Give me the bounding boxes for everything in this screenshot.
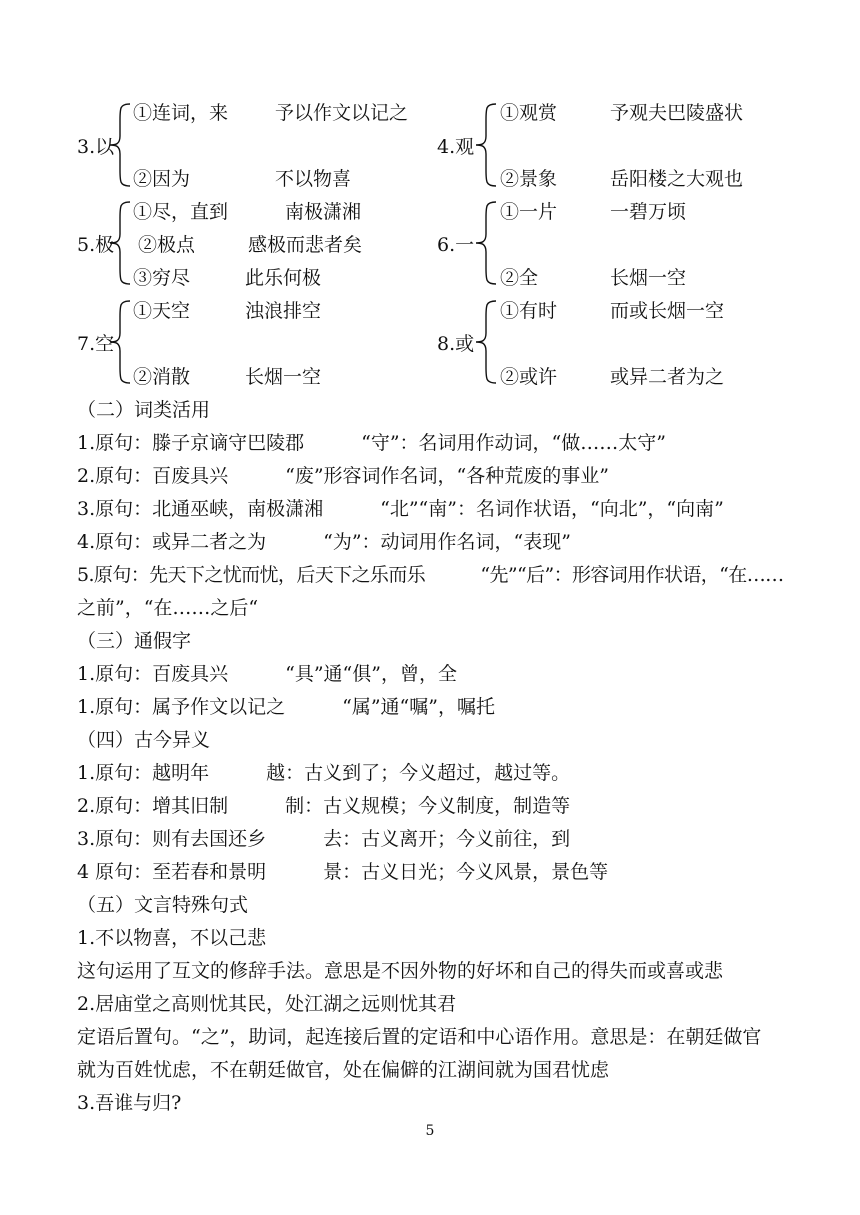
sense-example: 不以物喜 — [275, 168, 352, 190]
text-line: 1.原句：越明年 越：古义到了；今义超过，越过等。 — [77, 762, 571, 784]
section-heading-ancient-modern: （四）古今异义 — [77, 729, 211, 751]
text-line: 4.原句：或异二者之为 “为”：动词用作名词，“表现” — [77, 531, 571, 553]
text-line: 2.原句：百废具兴 “废”形容词作名词，“各种荒废的事业” — [77, 465, 609, 487]
text-line: 之前”，“在……之后“ — [77, 597, 259, 619]
text-line: 3.原句：则有去国还乡 去：古义离开；今义前往，到 — [77, 828, 571, 850]
sense-example: 予以作文以记之 — [275, 102, 409, 124]
sense-label: ①有时 — [500, 300, 558, 322]
polysemy-head: 5.极 — [77, 234, 115, 256]
sense-label: ②全 — [500, 267, 539, 289]
sense-example: 予观夫巴陵盛状 — [610, 102, 744, 124]
sense-example: 长烟一空 — [610, 267, 687, 289]
brace-icon — [474, 100, 498, 190]
sense-label: ③穷尽 — [133, 267, 191, 289]
text-line: 就为百姓忧虑，不在朝廷做官，处在偏僻的江湖间就为国君忧虑 — [77, 1059, 610, 1081]
section-heading-tongjia: （三）通假字 — [77, 630, 192, 652]
sense-example: 长烟一空 — [245, 366, 322, 388]
page-number: 5 — [425, 1123, 435, 1139]
text-line: 1.原句：属予作文以记之 “属”通“嘱”，嘱托 — [77, 696, 495, 718]
text-line: 2.居庙堂之高则忧其民，处江湖之远则忧其君 — [77, 993, 457, 1015]
sense-example: 此乐何极 — [245, 267, 322, 289]
text-line: 1.原句：百废具兴 “具”通“俱”，曾，全 — [77, 663, 457, 685]
brace-icon — [108, 198, 132, 288]
sense-label: ②或许 — [500, 366, 558, 388]
sense-label: ①观赏 — [500, 102, 558, 124]
sense-label: ②景象 — [500, 168, 558, 190]
text-line: 1.不以物喜，不以己悲 — [77, 927, 267, 949]
brace-icon — [474, 297, 498, 387]
polysemy-head: 6.一 — [437, 234, 475, 256]
brace-icon — [108, 100, 132, 190]
sense-example: 而或长烟一空 — [610, 300, 725, 322]
sense-label: ②因为 — [133, 168, 191, 190]
sense-example: 一碧万顷 — [610, 201, 687, 223]
section-heading-word-class: （二）词类活用 — [77, 399, 211, 421]
brace-icon — [474, 198, 498, 288]
text-line: 这句运用了互文的修辞手法。意思是不因外物的好坏和自己的得失而或喜或悲 — [77, 960, 724, 982]
sense-label: ①连词，来 — [133, 102, 229, 124]
sense-example: 浊浪排空 — [245, 300, 322, 322]
polysemy-head: 3.以 — [77, 136, 115, 158]
text-line: 3.吾谁与归? — [77, 1092, 182, 1114]
section-heading-special-syntax: （五）文言特殊句式 — [77, 894, 249, 916]
sense-label: ①尽，直到 — [133, 201, 229, 223]
sense-label: ②极点 — [138, 234, 196, 256]
sense-label: ①天空 — [133, 300, 191, 322]
sense-example: 岳阳楼之大观也 — [610, 168, 744, 190]
sense-label: ①一片 — [500, 201, 558, 223]
sense-example: 感极而悲者矣 — [248, 234, 363, 256]
text-line: 定语后置句。“之”，助词，起连接后置的定语和中心语作用。意思是：在朝廷做官 — [77, 1026, 762, 1048]
text-line: 2.原句：增其旧制 制：古义规模；今义制度，制造等 — [77, 795, 571, 817]
text-line: 1.原句：滕子京谪守巴陵郡 “守”：名词用作动词，“做……太守” — [77, 432, 666, 454]
sense-example: 南极潇湘 — [285, 201, 362, 223]
polysemy-head: 7.空 — [77, 333, 115, 355]
text-line: 4 原句：至若春和景明 景：古义日光；今义风景，景色等 — [77, 861, 609, 883]
text-line: 5.原句：先天下之忧而忧，后天下之乐而乐 “先”“后”：形容词用作状语，“在…… — [77, 564, 784, 586]
polysemy-head: 4.观 — [437, 136, 475, 158]
sense-example: 或异二者为之 — [610, 366, 725, 388]
sense-label: ②消散 — [133, 366, 191, 388]
text-line: 3.原句：北通巫峡，南极潇湘 “北”“南”：名词作状语，“向北”，“向南” — [77, 498, 724, 520]
brace-icon — [108, 297, 132, 387]
polysemy-head: 8.或 — [437, 333, 475, 355]
